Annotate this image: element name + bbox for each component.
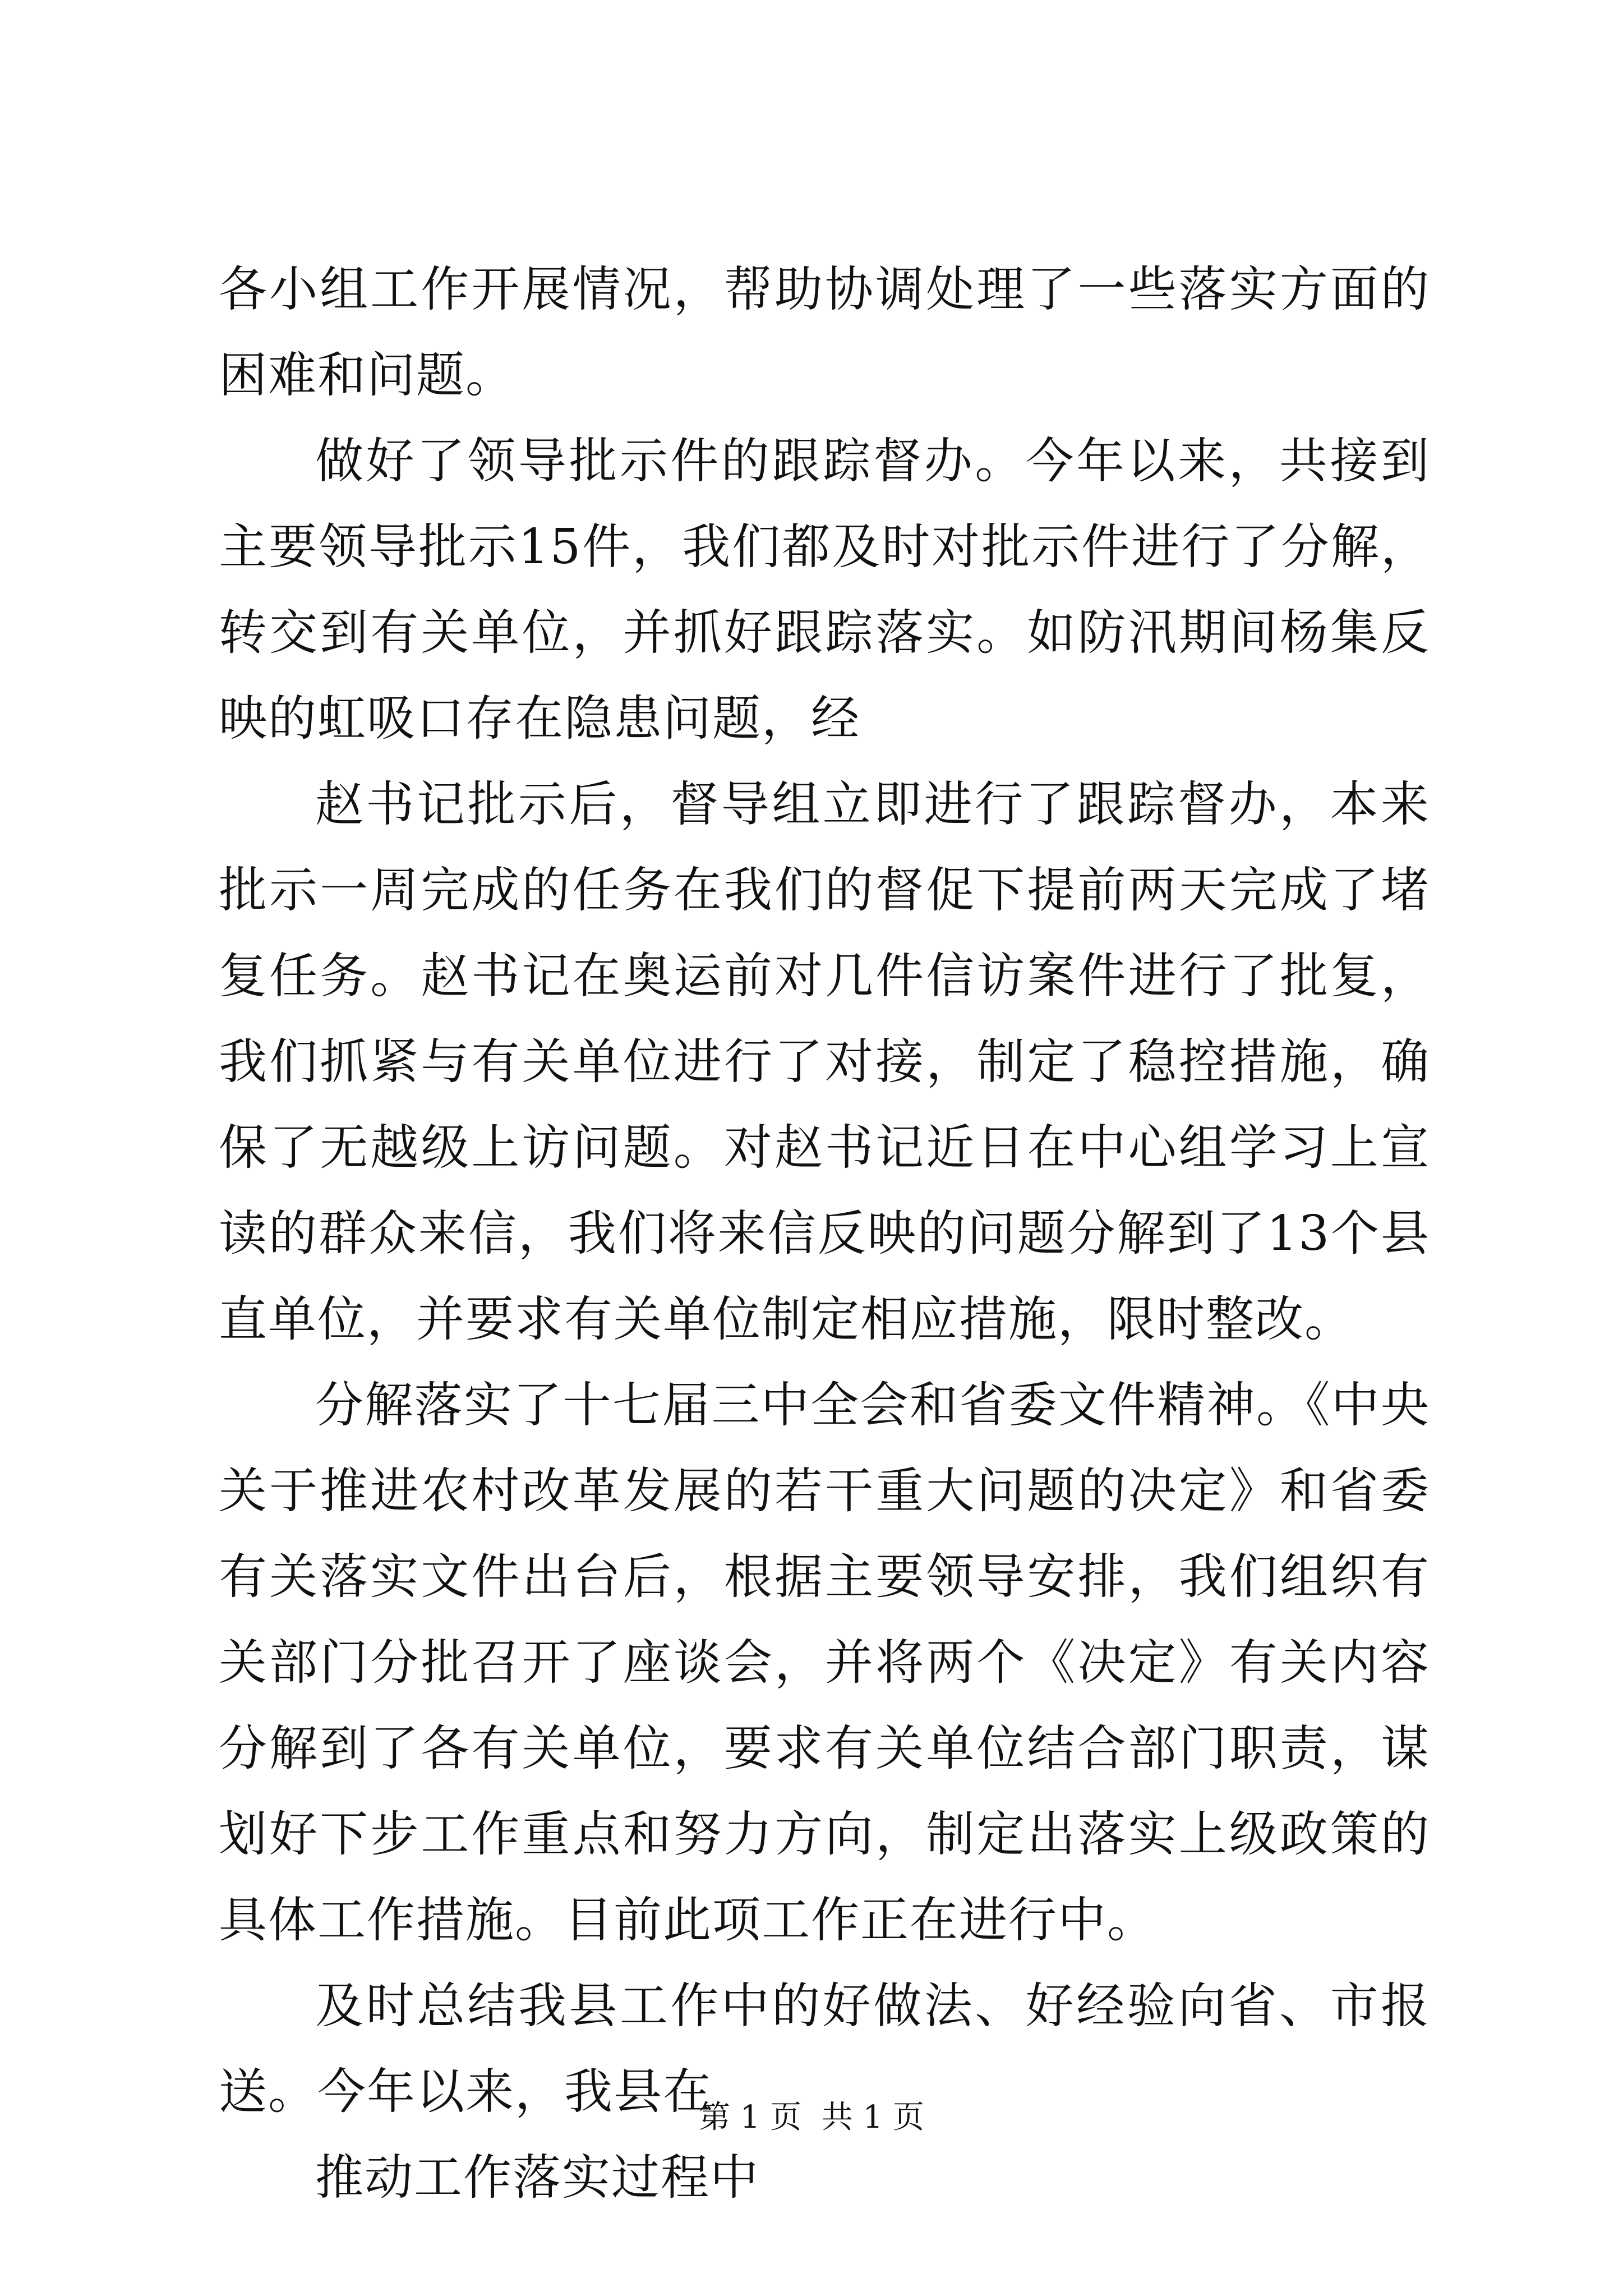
- page-number-footer: 第 1 页 共 1 页: [698, 2099, 925, 2136]
- paragraph-fragment: 推动工作落实过程中: [315, 2150, 759, 2206]
- paragraph-plenary-session: 分解落实了十七届三中全会和省委文件精神。《中央关于推进农村改革发展的若干重大问题的决定》和省委有关落实文件出台后，根据主要领导安排，我们组织有关部门分批召开了座谈会，并将两个《决定》有关内容分解到了各有关单位，要求有关单位结合部门职责，谋划好下步工作重点和努力方向，制定出落实上级政策的具体工作措施。目前此项工作正在进行中。: [219, 1377, 1430, 1948]
- paragraph-secretary-zhao: 赵书记批示后，督导组立即进行了跟踪督办，本来批示一周完成的任务在我们的督促下提前两天完成了堵复任务。赵书记在奥运前对几件信访案件进行了批复，我们抓紧与有关单位进行了对接，制定了稳控措施，确保了无越级上访问题。对赵书记近日在中心组学习上宣读的群众来信，我们将来信反映的问题分解到了13个县直单位，并要求有关单位制定相应措施，限时整改。: [219, 776, 1430, 1347]
- paragraph-summary-reporting: 及时总结我县工作中的好做法、好经验向省、市报送。今年以来，我县在: [219, 1978, 1430, 2120]
- paragraph-continuation: 各小组工作开展情况，帮助协调处理了一些落实方面的困难和问题。: [219, 261, 1430, 403]
- document-body: [219, 247, 1430, 2221]
- paragraph-leader-instructions: 做好了领导批示件的跟踪督办。今年以来，共接到主要领导批示15件，我们都及时对批示件进行了分解，转交到有关单位，并抓好跟踪落实。如防汛期间杨集反映的虹吸口存在隐患问题，经: [219, 433, 1430, 747]
